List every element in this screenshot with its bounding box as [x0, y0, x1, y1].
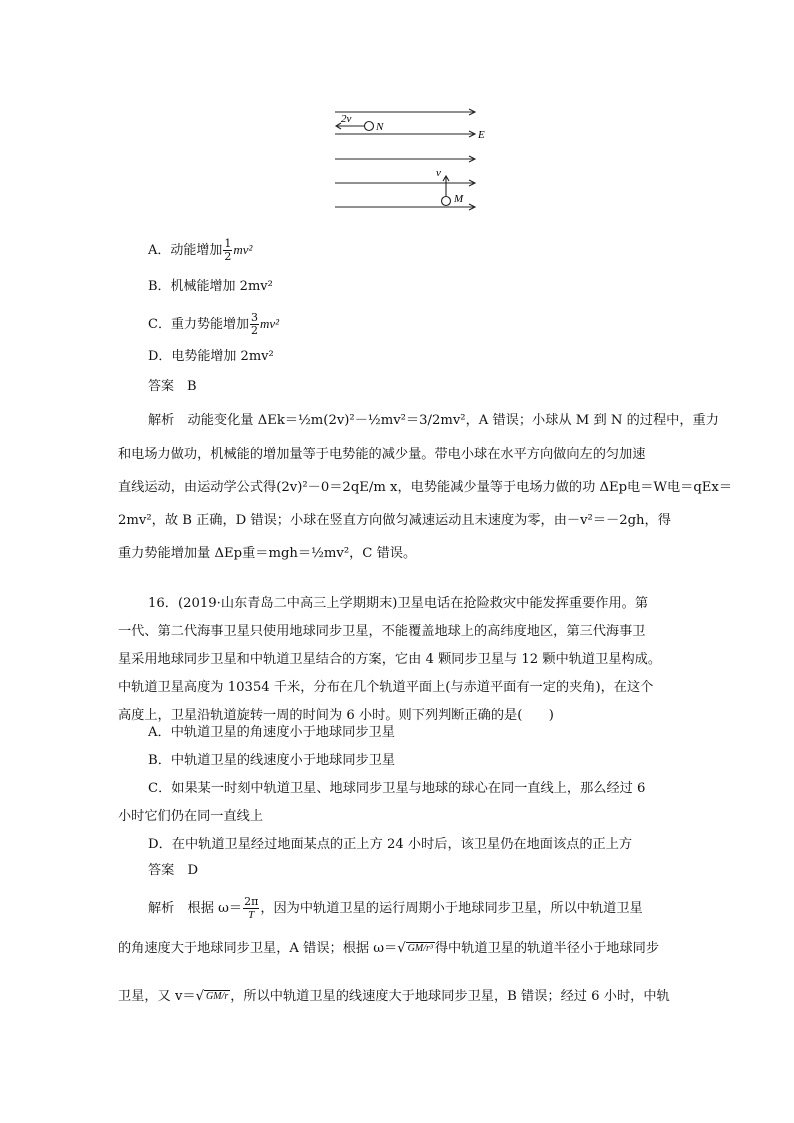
q15-exp-line-4: 2mv²，故 B 正确，D 错误；小球在竖直方向做匀减速运动且末速度为零，由－v²＝－2gh，得: [118, 513, 671, 528]
charge-M: [442, 197, 451, 206]
q16-stem: [118, 618, 678, 730]
sqrt-symbol: √: [195, 989, 204, 1004]
q15-exp-line-2: 和电场力做功，机械能的增加量等于电势能的减少量。带电小球在水平方向做向左的匀加速: [118, 447, 646, 462]
q16-option-b[interactable]: B．中轨道卫星的线速度小于地球同步卫星: [148, 753, 396, 768]
q16-stem-first: [148, 590, 688, 618]
q16-stem-line-4: 中轨道卫星高度为 10354 千米，分布在几个轨道平面上(与赤道平面有一定的夹角)，在这个: [118, 680, 654, 695]
q15-answer: 答案 B: [148, 379, 197, 394]
sqrt-symbol: √: [397, 941, 406, 956]
q16-option-c[interactable]: C．如果某一时刻中轨道卫星、地球同步卫星与地球的球心在同一直线上，那么经过 6: [148, 781, 646, 796]
q15-option-a[interactable]: A．动能增加 $\frac{1}{2}$ mv²: [148, 237, 253, 263]
q16-option-a[interactable]: A．中轨道卫星的角速度小于地球同步卫星: [148, 725, 395, 740]
charge-N: [365, 122, 374, 131]
q16-exp-line-2: 的角速度大于地球同步卫星，A 错误；根据 ω＝√ GM/r³ 得中轨道卫星的轨道半径小于地球同步: [118, 941, 660, 956]
q16-option-d[interactable]: D．在中轨道卫星经过地面某点的正上方 24 小时后，该卫星仍在地面该点的正上方: [148, 837, 633, 852]
q16-stem-line-3: 星采用地球同步卫星和中轨道卫星结合的方案，它由 4 颗同步卫星与 12 颗中轨道卫星构成。: [118, 652, 662, 667]
q15-explanation: [148, 404, 719, 437]
q15-exp-line-3: 直线运动，由运动学公式得(2v)²－0＝2qE/m x，电势能减少量等于电场力做的功 ΔEp电＝W电＝qEx＝: [118, 480, 733, 495]
q15-option-c[interactable]: C．重力势能增加 $\frac{3}{2}$ mv²: [148, 311, 280, 337]
label-2v: 2v: [341, 113, 352, 125]
q15-option-b[interactable]: B．机械能增加 2mv²: [148, 279, 273, 294]
label-E: E: [478, 129, 485, 141]
q15-option-d[interactable]: D．电势能增加 2mv²: [148, 349, 274, 364]
q15-exp-line-1: 解析 动能变化量 ΔEk＝½m(2v)²－½mv²＝3/2mv²，A 错误；小球从 M 到 N 的过程中，重力: [148, 413, 719, 428]
field-diagram: [330, 104, 490, 212]
q16-stem-line-1: 16．(2019·山东青岛二中高三上学期期末)卫星电话在抢险救灾中能发挥重要作用。第: [148, 596, 649, 611]
q16-option-c-cont: 小时它们仍在同一直线上: [118, 809, 264, 824]
q16-stem-line-5: 高度上，卫星沿轨道旋转一周的时间为 6 小时。则下列判断正确的是( ): [118, 708, 554, 723]
label-M: M: [454, 193, 464, 205]
q16-exp-line-3: 卫星，又 v＝√ GM/r ，所以中轨道卫星的线速度大于地球同步卫星，B 错误；经过 6 小时，中轨: [118, 989, 670, 1004]
label-v: v: [436, 167, 441, 179]
q15-explanation-cont: [118, 438, 733, 570]
q16-stem-line-2: 一代、第二代海事卫星只使用地球同步卫星，不能覆盖地球上的高纬度地区，第三代海事卫: [118, 624, 646, 639]
q16-exp-line-1: 解析 根据 ω＝ $\frac{2\pi}{T}$ ，因为中轨道卫星的运行周期小于地球同步卫星，所以中轨道卫星: [148, 895, 643, 921]
q15-exp-line-5: 重力势能增加量 ΔEp重＝mgh＝½mv²，C 错误。: [118, 546, 417, 561]
label-N: N: [376, 121, 384, 133]
q16-answer: 答案 D: [148, 863, 199, 878]
